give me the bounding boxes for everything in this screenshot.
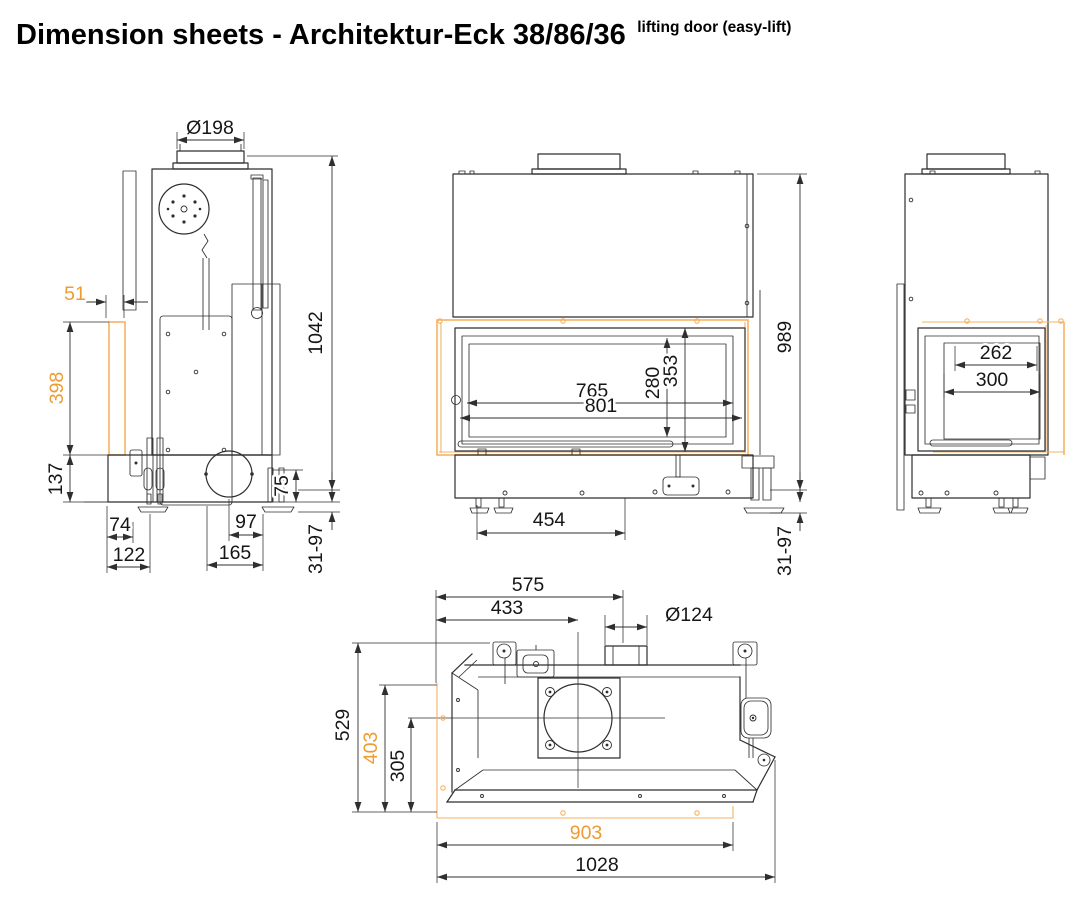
page-title-suffix: lifting door (easy-lift) xyxy=(637,19,792,36)
plan-view-dimensions xyxy=(332,574,775,883)
dim-glass-height: 398 xyxy=(46,371,68,405)
dim-plinth-height: 137 xyxy=(45,462,67,496)
dim-overall-height: 989 xyxy=(774,320,796,354)
dim-glass-width: 262 xyxy=(979,342,1013,364)
hinge-pin xyxy=(452,396,461,405)
dim-air-inlet-diameter: Ø124 xyxy=(665,604,713,626)
lift-mechanism xyxy=(741,698,771,766)
dim-depth-529: 529 xyxy=(332,708,354,742)
dim-door-width: 801 xyxy=(584,395,618,417)
dim-width-165: 165 xyxy=(218,542,252,564)
base-plinth xyxy=(108,438,272,502)
left-side-view xyxy=(45,117,340,574)
dim-overall-width: 1028 xyxy=(575,854,619,876)
dim-width-122: 122 xyxy=(112,544,146,566)
dim-flue-diameter: Ø198 xyxy=(186,117,234,139)
front-base xyxy=(455,455,784,513)
dim-overall-height: 1042 xyxy=(305,311,327,355)
dim-duct-to-floor: 75 xyxy=(271,475,293,497)
dim-feet-spacing: 454 xyxy=(532,509,566,531)
door-clamp xyxy=(517,645,554,677)
lifting-hook xyxy=(202,234,208,258)
dim-feet-adjust: 31-97 xyxy=(305,524,327,574)
combustion-air-duct xyxy=(206,451,252,497)
dim-feet-adjust: 31-97 xyxy=(774,526,796,576)
right-side-view xyxy=(897,154,1064,513)
dim-glass-height: 280 xyxy=(642,366,664,400)
flue-pipe xyxy=(173,144,248,169)
page-title-main: Dimension sheets - Architektur-Eck 38/86/36 xyxy=(16,19,626,51)
rear-pulley-left xyxy=(493,642,516,684)
page-title xyxy=(16,19,791,51)
front-view xyxy=(437,154,807,576)
dim-glass-width: 903 xyxy=(569,822,603,844)
right-view-dimensions xyxy=(944,342,1040,398)
dim-width-575: 575 xyxy=(511,574,545,596)
glass-clip xyxy=(441,716,699,815)
dim-door-width: 300 xyxy=(975,369,1009,391)
lifting-pulley xyxy=(159,184,209,330)
dim-glass-offset: 51 xyxy=(64,283,86,305)
body-outline xyxy=(897,171,1048,510)
flue-stub xyxy=(532,154,626,174)
dim-width-74: 74 xyxy=(109,514,131,536)
service-panel xyxy=(160,316,232,505)
handle-bar xyxy=(930,440,1012,446)
dim-glass-width: 765 xyxy=(575,380,609,402)
dim-door-height: 353 xyxy=(660,354,682,388)
dim-glass-depth: 403 xyxy=(360,731,382,765)
dim-width-433: 433 xyxy=(490,597,524,619)
right-base xyxy=(912,455,1045,513)
plan-view xyxy=(332,574,775,883)
dim-flue-center-depth: 305 xyxy=(387,749,409,783)
air-inlet-stub xyxy=(605,646,647,665)
body-outline xyxy=(123,169,280,455)
front-view-dimensions xyxy=(460,174,807,576)
dim-width-97: 97 xyxy=(235,511,257,533)
glass-pane-edge-highlight xyxy=(109,322,125,455)
rear-pulley-right xyxy=(733,642,757,698)
